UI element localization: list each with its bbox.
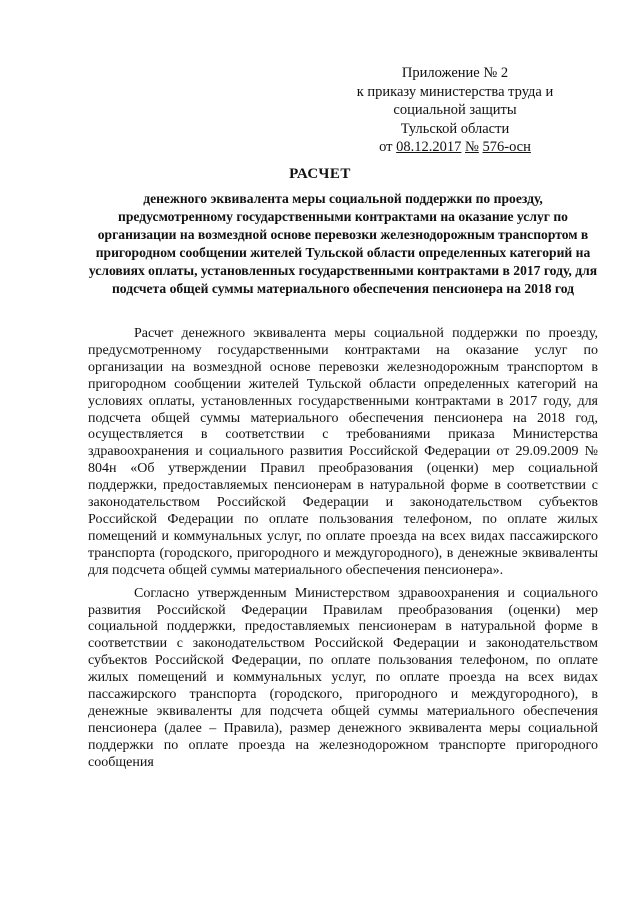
annex-header (340, 64, 570, 157)
document-subtitle: денежного эквивалента меры социальной поддержки по проезду, предусмотренному государственными контрактами на оказание услуг по организации на возмездной основе перевозки железнодорожным транспортом в пригородном сообщении жителей Тульской области определенных категорий на условиях оплаты, установленных государственными контрактами в 2017 году, для подсчета общей суммы материального обеспечения пенсионера на 2018 год (88, 191, 598, 296)
annex-ministry-line: социальной защиты (393, 102, 517, 118)
annex-region-line: Тульской области (400, 120, 510, 137)
document-body (88, 326, 598, 772)
document-title: РАСЧЕТ (289, 166, 351, 182)
annex-date-line (340, 138, 570, 157)
order-date: 08.12.2017 (396, 139, 462, 155)
date-prefix: от (379, 139, 393, 155)
number-prefix: № (465, 139, 479, 155)
annex-title: Приложение № 2 (401, 65, 509, 81)
paragraph-1: Расчет денежного эквивалента меры социальной поддержки по проезду, предусмотренному государственными контрактами на оказание услуг по организации на возмездной основе перевозки железнодорожным транспортом в пригородном сообщении жителей Тульской области определенных категорий на условиях оплаты, установленных государственными контрактами в 2017 году, для подсчета общей суммы материального обеспечения пенсионера на 2018 год, осуществляется в соответствии с требованиями приказа Министерства здравоохранения и социального развития Российской Федерации от 29.09.2009 № 804н «Об утверждении Правил преобразования (оценки) мер социальной поддержки, предоставляемых пенсионерам в натуральной форме в соответствии с законодательством Российской Федерации и законодательством субъектов Российской Федерации по оплате пользования телефоном, по оплате жилых помещений и коммунальных услуг, по оплате проезда на всех видах пассажирского транспорта (городского, пригородного и междугородного), в денежные эквиваленты для подсчета общей суммы материального обеспечения пенсионера». (88, 326, 598, 578)
annex-order-line: к приказу министерства труда и (356, 83, 554, 100)
paragraph-2: Согласно утвержденным Министерством здравоохранения и социального развития Российской Федерации Правилам преобразования (оценки) мер социальной поддержки, предоставляемых пенсионерам в натуральной форме в соответствии с законодательством Российской Федерации и законодательством субъектов Российской Федерации, по оплате пользования телефоном, по оплате жилых помещений и коммунальных услуг, по оплате проезда на всех видах пассажирского транспорта (городского, пригородного и междугородного), в денежные эквиваленты для подсчета общей суммы материального обеспечения пенсионера (далее – Правила), размер денежного эквивалента меры социальной поддержки по оплате проезда на железнодорожном транспорте пригородного сообщения (88, 585, 598, 770)
order-number: 576-осн (482, 139, 531, 155)
